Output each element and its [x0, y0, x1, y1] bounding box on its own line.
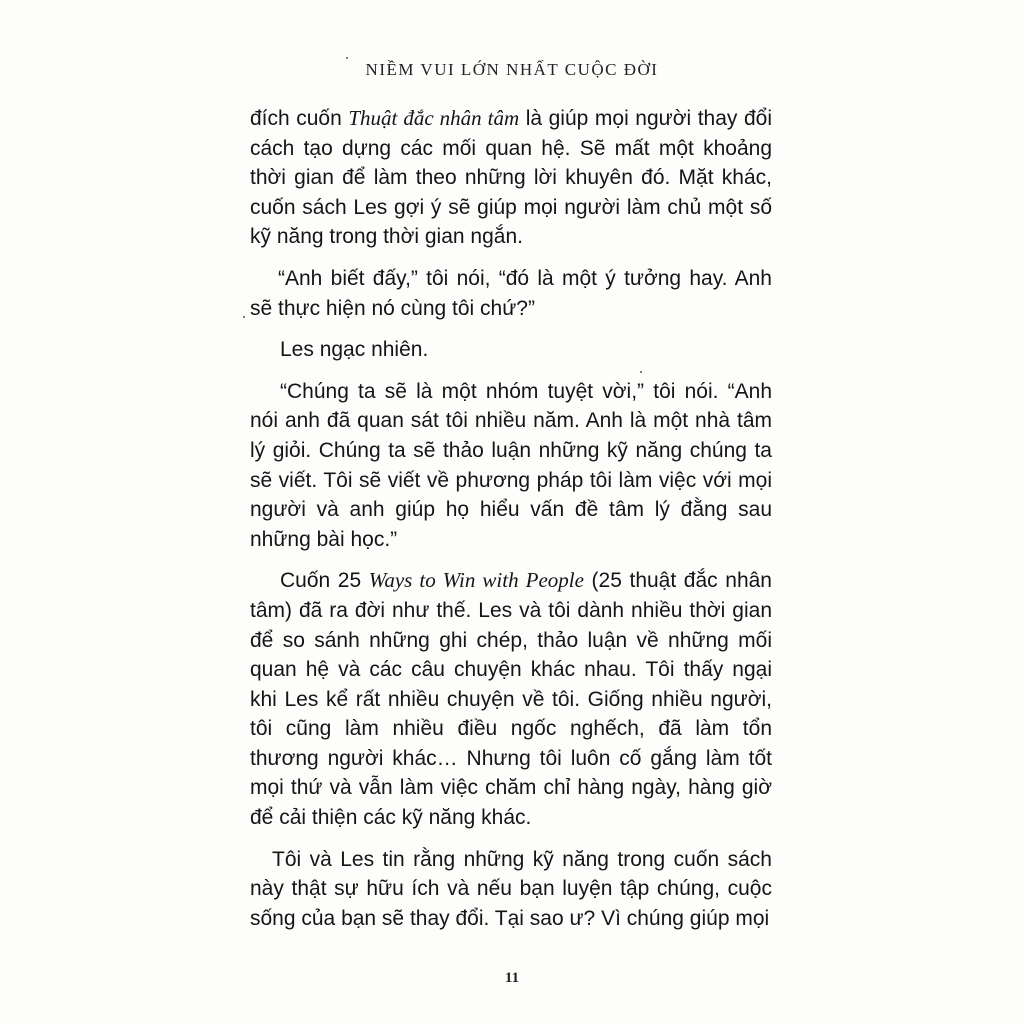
- paragraph-3: Les ngạc nhiên.: [280, 338, 429, 362]
- print-speck: [640, 371, 642, 373]
- book-title-italic: Thuật đắc nhân tâm: [348, 106, 520, 130]
- paragraph-2: “Anh biết đấy,” tôi nói, “đó là một ý tưởng hay. Anh sẽ thực hiện nó cùng tôi chứ?”: [250, 266, 772, 320]
- book-title-italic-english: Ways to Win with People: [368, 568, 584, 593]
- paragraph-1-text-start: đích cuốn: [250, 107, 349, 130]
- paragraph-5: [250, 566, 772, 832]
- paragraph-4: “Chúng ta sẽ là một nhóm tuyệt vời,” tôi nói. “Anh nói anh đã quan sát tôi nhiều năm. Anh là một nhà tâm lý giỏi. Chúng ta sẽ thảo luận những kỹ năng chúng ta sẽ viết. Tôi sẽ viết về phương pháp tôi làm việc với mọi người và anh giúp họ hiểu vấn đề tâm lý đằng sau những bài học.”: [250, 379, 772, 551]
- paragraph-1-text-end: là giúp mọi người thay đổi cách tạo dựng các mối quan hệ. Sẽ mất một khoảng thời gian để làm theo những lời khuyên đó. Mặt khác, cuốn sách Les gợi ý sẽ giúp mọi người làm chủ một số kỹ năng trong thời gian ngắn.: [250, 107, 772, 249]
- paragraph-1: [250, 104, 772, 252]
- page-number: 11: [504, 970, 520, 986]
- body-text: [250, 104, 772, 933]
- paragraph-6: Tôi và Les tin rằng những kỹ năng trong cuốn sách này thật sự hữu ích và nếu bạn luyện tập chúng, cuộc sống của bạn sẽ thay đổi. Tại sao ư? Vì chúng giúp mọi: [250, 847, 772, 930]
- paragraph-5-text-start: Cuốn 25: [280, 569, 369, 593]
- running-header: NIỀM VUI LỚN NHẤT CUỘC ĐỜI: [365, 60, 659, 79]
- print-speck: [243, 316, 245, 318]
- paragraph-5-text-end: (25 thuật đắc nhân tâm) đã ra đời như thế. Les và tôi dành nhiều thời gian để so sánh những ghi chép, thảo luận về những mối quan hệ và các câu chuyện khác nhau. Tôi thấy ngại khi Les kể rất nhiều chuyện về tôi. Giống nhiều người, tôi cũng làm nhiều điều ngốc nghếch, đã làm tổn thương người khác… Nhưng tôi luôn cố gắng làm tốt mọi thứ và vẫn làm việc chăm chỉ hàng ngày, hàng giờ để cải thiện các kỹ năng khác.: [250, 569, 772, 830]
- print-speck: [346, 57, 348, 59]
